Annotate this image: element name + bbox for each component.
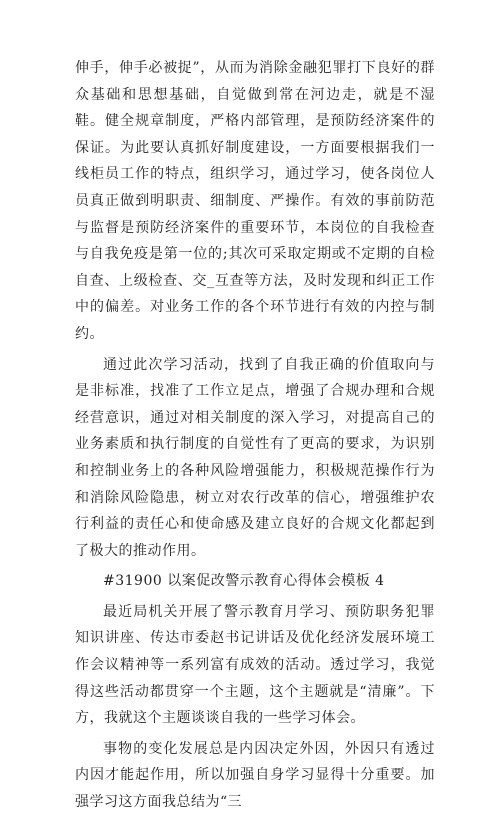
paragraph-activities: 最近局机关开展了警示教育月学习、预防职务犯罪知识讲座、传达市委赵书记讲话及优化经济发展环境工作会议精神等一系列富有成效的活动。透过学习，我觉得这些活动都贯穿一个主题，这个主题就是“清廉”。下方，我就这个主题谈谈自我的一些学习体会。 [75, 603, 435, 727]
section-heading: #31900 以案促改警示教育心得体会模板 4 [103, 573, 385, 590]
paragraph-continued: 伸手，伸手必被捉”，从而为消除金融犯罪打下良好的群众基础和思想基础，自觉做到常在河边走，就是不湿鞋。健全规章制度，严格内部管理，是预防经济案件的保证。为此要认真抓好制度建设，一方面要根据我们一线柜员工作的特点，组织学习，通过学习，使各岗位人员真正做到明职责、细制度、严操作。有效的事前防范与监督是预防经济案件的重要环节，本岗位的自我检查与自我免疫是第一位的;其次可采取定期或不定期的自检自查、上级检查、交_互查等方法，及时发现和纠正工作中的偏差。对业务工作的各个环节进行有效的内控与制约。 [75, 60, 435, 342]
paragraph-study-results: 通过此次学习活动，找到了自我正确的价值取向与是非标准，找准了工作立足点，增强了合规办理和合规经营意识，通过对相关制度的深入学习，对提高自己的业务素质和执行制度的自觉性有了更高的要求，为识别和控制业务上的各种风险增强能力，积极规范操作行为和消除风险隐患，树立对农行改革的信心，增强维护农行利益的责任心和使命感及建立良好的合规文化都起到了极大的推动作用。 [75, 356, 435, 559]
document-body [75, 55, 435, 820]
paragraph-self-study: 事物的变化发展总是内因决定外因，外因只有透过内因才能起作用，所以加强自身学习显得十分重要。加强学习这方面我总结为“三 [75, 740, 435, 811]
